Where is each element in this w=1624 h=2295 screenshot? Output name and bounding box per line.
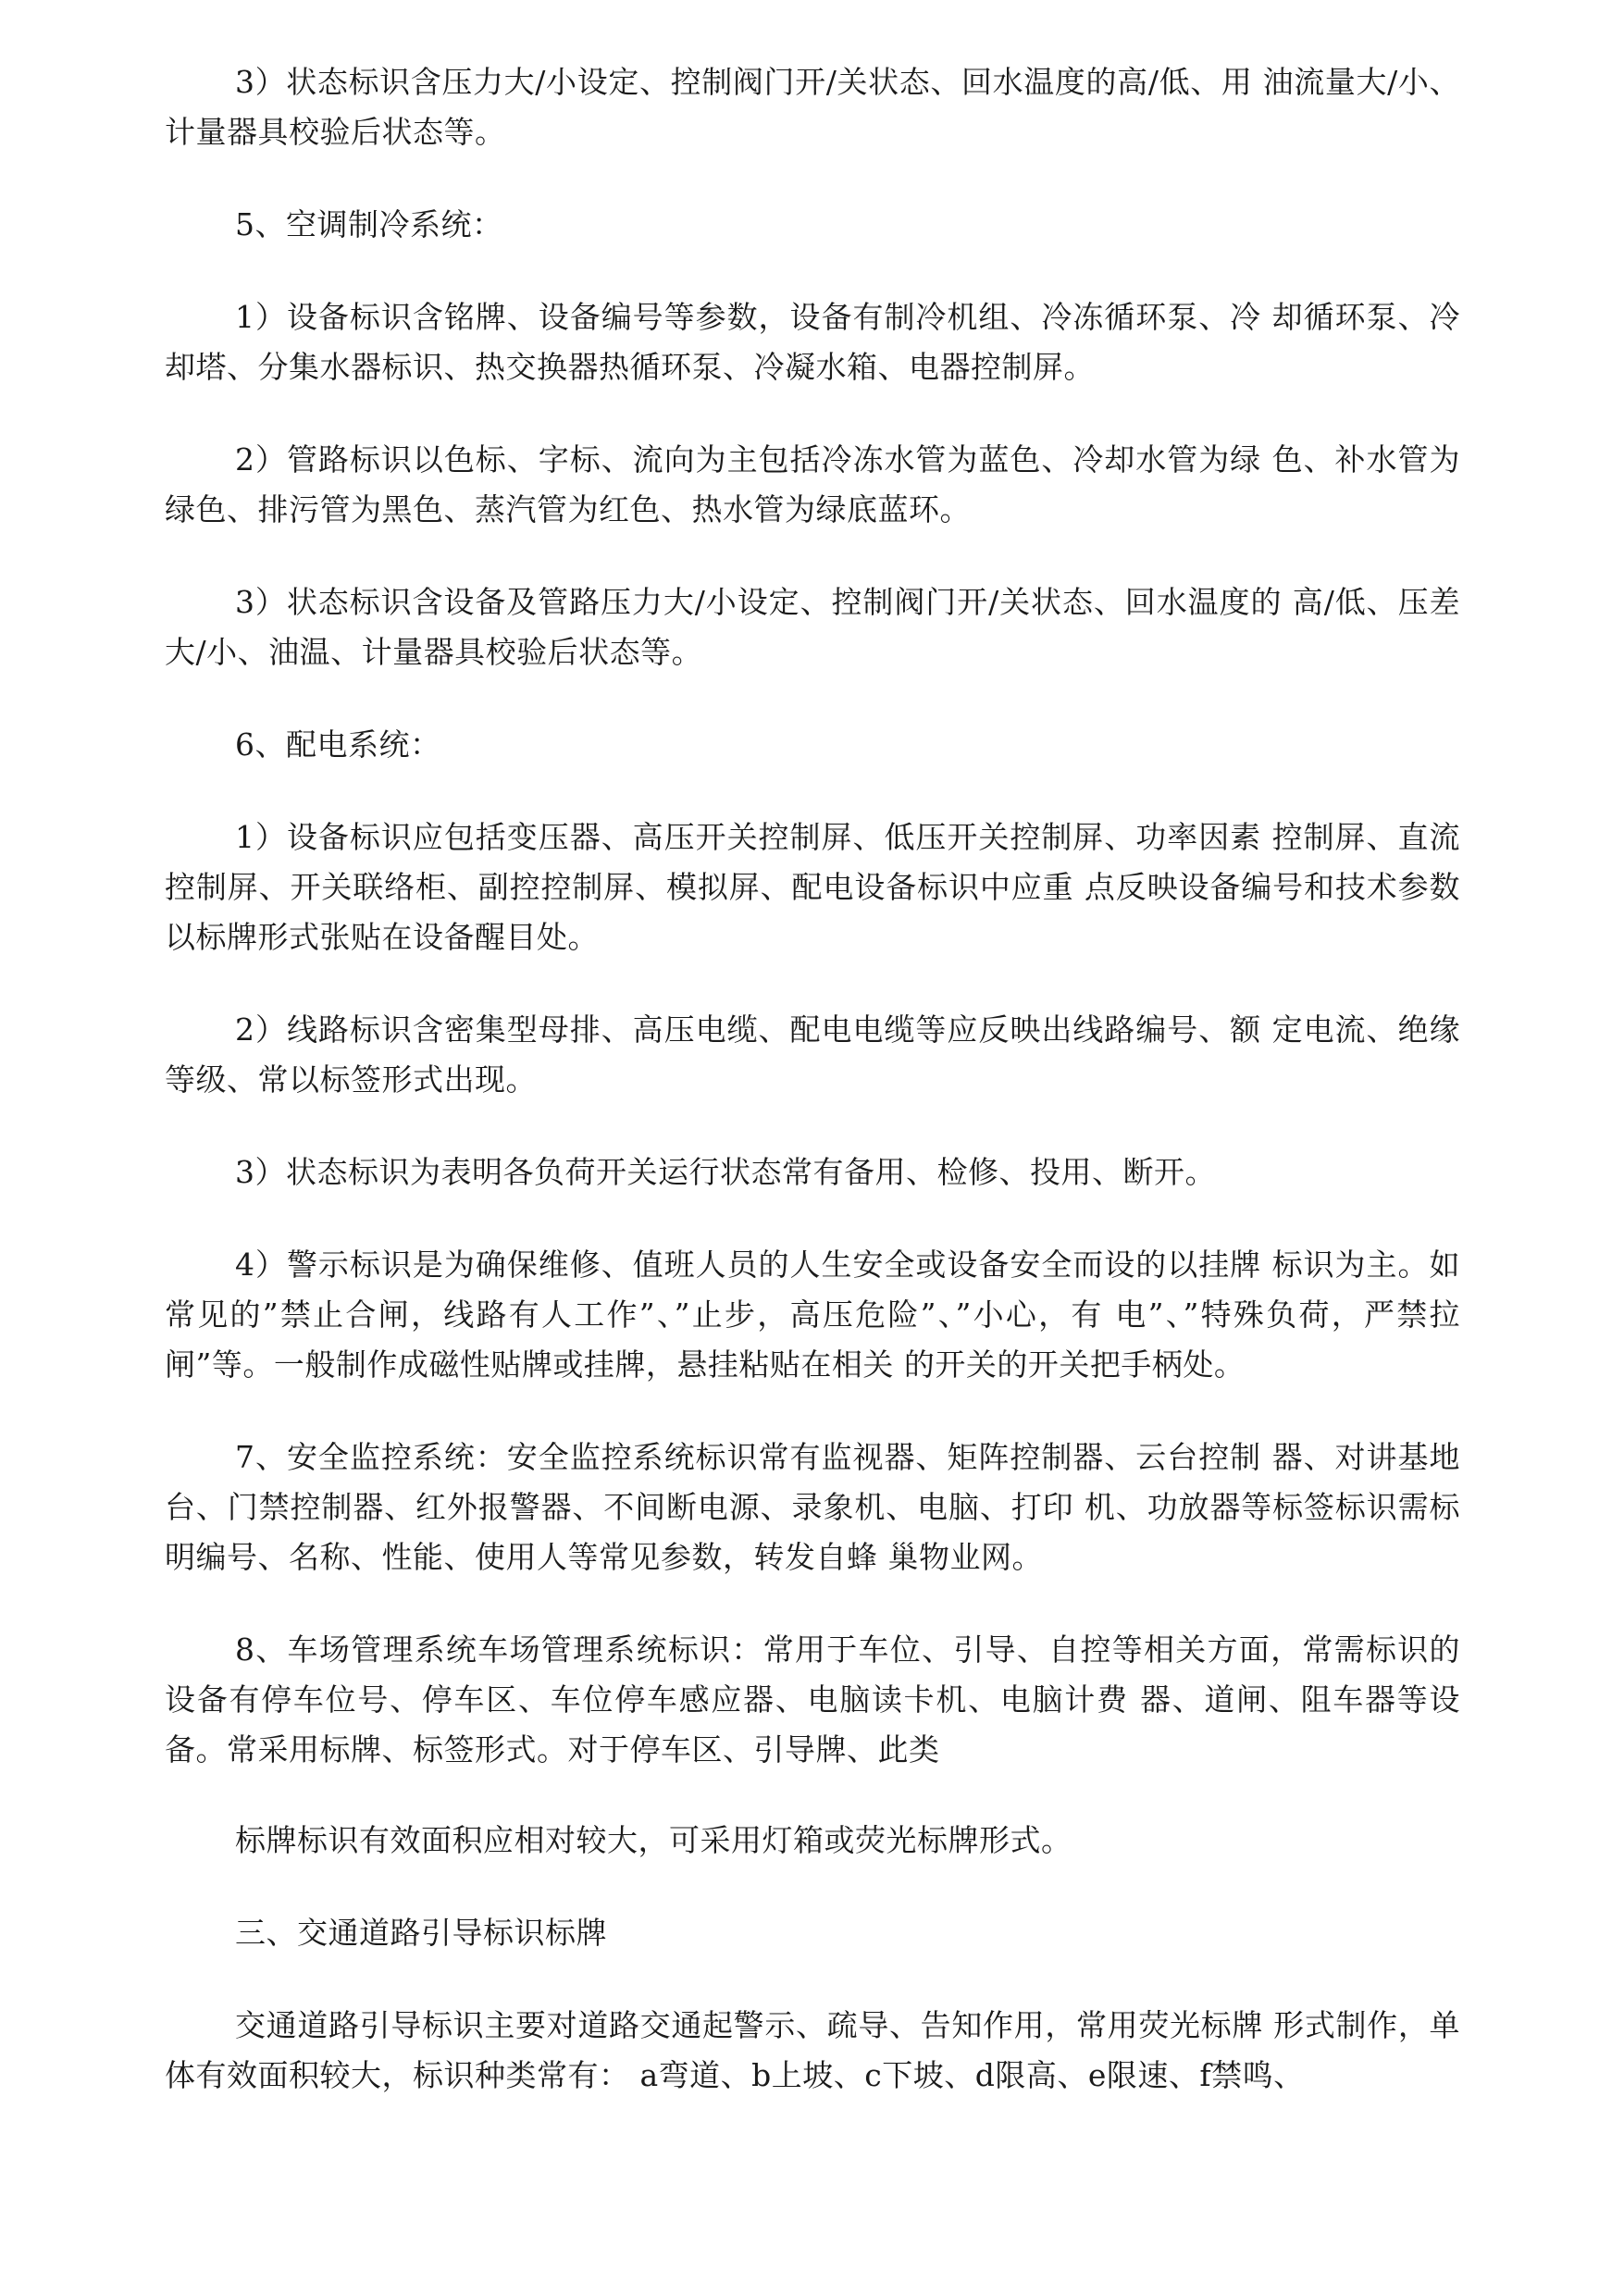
paragraph-7: 1）设备标识应包括变压器、高压开关控制屏、低压开关控制屏、功率因素 控制屏、直流控制屏、开关联络柜、副控控制屏、模拟屏、配电设备标识中应重 点反映设备编号和技术参数以标牌形式张贴在设备醒目处。: [165, 819, 1460, 955]
paragraph-4: 2）管路标识以色标、字标、流向为主包括冷冻水管为蓝色、冷却水管为绿 色、补水管为绿色、排污管为黑色、蒸汽管为红色、热水管为绿底蓝环。: [165, 441, 1460, 527]
paragraph-5: 3）状态标识含设备及管路压力大/小设定、控制阀门开/关状态、回水温度的 高/低、压差大/小、油温、计量器具校验后状态等。: [165, 584, 1460, 670]
paragraph-8: 2）线路标识含密集型母排、高压电缆、配电电缆等应反映出线路编号、额 定电流、绝缘等级、常以标签形式出现。: [165, 1011, 1460, 1098]
heading-hvac-system: 5、空调制冷系统：: [235, 206, 503, 242]
paragraph-15: 交通道路引导标识主要对道路交通起警示、疏导、告知作用，常用荧光标牌 形式制作，单体有效面积较大，标识种类常有： a弯道、b上坡、c下坡、d限高、e限速、f禁鸣、: [165, 2007, 1460, 2093]
heading-power-distribution: 6、配电系统：: [235, 726, 441, 763]
paragraph-10: 4）警示标识是为确保维修、值班人员的人生安全或设备安全而设的以挂牌 标识为主。如常见的”禁止合闸，线路有人工作”、”止步，高压危险”、”小心，有 电”、”特殊负荷，严禁拉闸”等。一般制作成磁性贴牌或挂牌，悬挂粘贴在相关 的开关的开关把手柄处。: [165, 1247, 1460, 1383]
paragraph-1: 3）状态标识含压力大/小设定、控制阀门开/关状态、回水温度的高/低、用 油流量大/小、计量器具校验后状态等。: [165, 64, 1460, 150]
document-page: [165, 57, 1460, 2101]
paragraph-12: 8、车场管理系统车场管理系统标识：常用于车位、引导、自控等相关方面，常需标识的设备有停车位号、停车区、车位停车感应器、电脑读卡机、电脑计费 器、道闸、阻车器等设备。常采用标牌、标签形式。对于停车区、引导牌、此类: [165, 1631, 1460, 1768]
paragraph-9: 3）状态标识为表明各负荷开关运行状态常有备用、检修、投用、断开。: [235, 1154, 1216, 1190]
paragraph-13: 标牌标识有效面积应相对较大，可采用灯箱或荧光标牌形式。: [235, 1822, 1072, 1858]
heading-traffic-guidance: 三、交通道路引导标识标牌: [235, 1915, 607, 1951]
paragraph-3: 1）设备标识含铭牌、设备编号等参数，设备有制冷机组、冷冻循环泵、冷 却循环泵、冷却塔、分集水器标识、热交换器热循环泵、冷凝水箱、电器控制屏。: [165, 299, 1460, 385]
paragraph-11: 7、安全监控系统：安全监控系统标识常有监视器、矩阵控制器、云台控制 器、对讲基地台、门禁控制器、红外报警器、不间断电源、录象机、电脑、打印 机、功放器等标签标识需标明编号、名称、性能、使用人等常见参数，转发自蜂 巢物业网。: [165, 1439, 1460, 1575]
